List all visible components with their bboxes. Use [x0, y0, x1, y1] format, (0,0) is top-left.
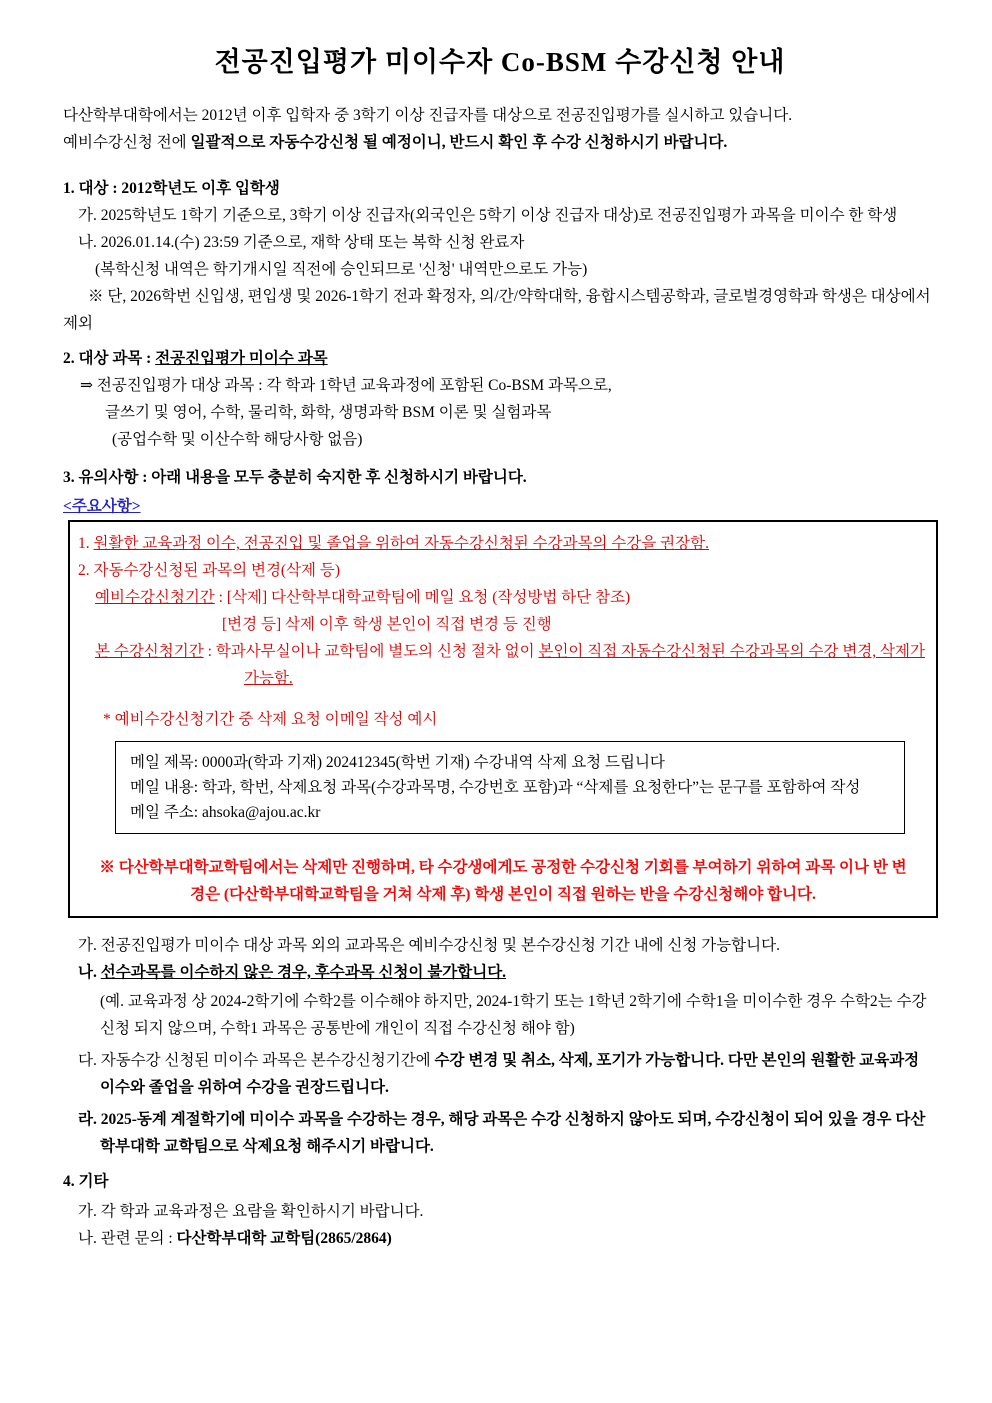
notice-item-1-text: 원활한 교육과정 이수, 전공진입 및 졸업을 위하여 자동수강신청된 수강과목의 수강을 권장함.	[93, 535, 709, 552]
intro-line2-prefix: 예비수강신청 전에	[63, 134, 191, 151]
section4-item-ga: 가. 각 학과 교육과정은 요람을 확인하시기 바랍니다.	[78, 1203, 424, 1220]
section1-item-ga: 가. 2025학년도 1학기 기준으로, 3학기 이상 진급자(외국인은 5학기 이상 진급자 대상)로 전공진입평가 과목을 미이수 한 학생	[78, 207, 898, 224]
intro-line2	[63, 129, 937, 156]
main-registration-period-label: 본 수강신청기간	[95, 643, 204, 660]
email-example-box	[115, 741, 905, 834]
section1-exclusion-note: ※ 단, 2026학번 신입생, 편입생 및 2026-1학기 전과 확정자, 의/간/약학대학, 융합시스템공학과, 글로벌경영학과 학생은 대상에서 제외	[63, 288, 931, 332]
section4-contact-info: 다산학부대학 교학팀(2865/2864)	[176, 1230, 392, 1247]
pre-registration-period-line	[95, 584, 936, 611]
intro-paragraph	[63, 102, 937, 156]
section2-line2: 글쓰기 및 영어, 수학, 물리학, 화학, 생명과학 BSM 이론 및 실험과목	[105, 404, 552, 421]
document-title: 전공진입평가 미이수자 Co-BSM 수강신청 안내	[214, 47, 786, 77]
email-subject-line: 메일 제목: 0000과(학과 기재) 202412345(학번 기재) 수강내역 삭제 요청 드립니다	[130, 754, 665, 771]
email-body-line: 메일 내용: 학과, 학번, 삭제요청 과목(수강과목명, 수강번호 포함)과 “삭제를 요청한다”는 문구를 포함하여 작성	[130, 779, 861, 796]
section4-item-na	[63, 1225, 937, 1252]
main-registration-period-line	[70, 638, 936, 692]
section3-item-na	[63, 959, 937, 986]
intro-line2-emphasis: 일괄적으로 자동수강신청 될 예정이니, 반드시 확인 후 수강 신청하시기 바랍니다.	[190, 134, 728, 151]
section3-item-na-prefix: 나.	[78, 964, 101, 981]
email-example-label: * 예비수강신청기간 중 삭제 요청 이메일 작성 예시	[103, 711, 438, 728]
pre-registration-period-label: 예비수강신청기간	[95, 589, 215, 606]
section4-heading: 4. 기타	[63, 1173, 109, 1190]
section1-heading: 1. 대상 : 2012학년도 이후 입학생	[63, 180, 280, 197]
notice-item-1-number: 1.	[78, 535, 94, 552]
section3-heading: 3. 유의사항 : 아래 내용을 모두 충분히 숙지한 후 신청하시기 바랍니다.	[63, 469, 527, 486]
section3-item-da-prefix: 다. 자동수강 신청된 미이수 과목은 본수강신청기간에	[78, 1052, 435, 1069]
section3-item-da	[63, 1047, 937, 1101]
section2-arrow-line: ⇒ 전공진입평가 대상 과목 : 각 학과 1학년 교육과정에 포함된 Co-BSM 과목으로,	[80, 377, 612, 394]
section2-heading-prefix: 2. 대상 과목 :	[63, 350, 156, 367]
section2-heading-underlined: 전공진입평가 미이수 과목	[155, 350, 328, 367]
section2-heading	[63, 345, 937, 372]
notice-item-2: 2. 자동수강신청된 과목의 변경(삭제 등)	[78, 562, 341, 579]
section3-item-ga: 가. 전공진입평가 미이수 대상 과목 외의 교과목은 예비수강신청 및 본수강신청 기간 내에 신청 가능합니다.	[78, 937, 780, 954]
pre-registration-period-text: : [삭제] 다산학부대학교학팀에 메일 요청 (작성방법 하단 참조)	[214, 589, 631, 606]
section2-line3: (공업수학 및 이산수학 해당사항 없음)	[112, 431, 363, 448]
pre-registration-period-line2: [변경 등] 삭제 이후 학생 본인이 직접 변경 등 진행	[222, 616, 552, 633]
section3-item-da-emphasis: 수강 변경 및 취소, 삭제, 포기가 가능합니다. 다만 본인의 원활한 교육과정 이수와 졸업을 위하여 수강을 권장드립니다.	[100, 1052, 920, 1096]
notice-box-label: <주요사항>	[63, 498, 141, 515]
section3-item-na-note: (예. 교육과정 상 2024-2학기에 수학2를 이수해야 하지만, 2024-1학기 또는 1학년 2학기에 수학1을 미이수한 경우 수학2는 수강신청 되지 않으며, 수학1 과목은 공통반에 개인이 직접 수강신청 해야 함)	[100, 993, 927, 1037]
section1-item-na: 나. 2026.01.14.(수) 23:59 기준으로, 재학 상태 또는 복학 신청 완료자	[78, 234, 525, 251]
section4-item-na-prefix: 나. 관련 문의 :	[78, 1230, 177, 1247]
deletion-policy-warning: ※ 다산학부대학교학팀에서는 삭제만 진행하며, 타 수강생에게도 공정한 수강신청 기회를 부여하기 위하여 과목 이나 반 변경은 (다산학부대학교학팀을 거쳐 삭제 후) 학생 본인이 직접 원하는 반을 수강신청해야 합니다.	[99, 859, 907, 903]
section3-item-na-underlined: 선수과목를 이수하지 않은 경우, 후수과목 신청이 불가합니다.	[100, 964, 507, 981]
section3-item-ra: 라. 2025-동계 계절학기에 미이수 과목을 수강하는 경우, 해당 과목은 수강 신청하지 않아도 되며, 수강신청이 되어 있을 경우 다산학부대학 교학팀으로 삭제요청 해주시기 바랍니다.	[78, 1111, 926, 1155]
email-address-line: 메일 주소: ahsoka@ajou.ac.kr	[130, 804, 321, 821]
notice-box	[68, 520, 938, 918]
notice-item-1	[78, 530, 936, 557]
intro-line1: 다산학부대학에서는 2012년 이후 입학자 중 3학기 이상 진급자를 대상으로 전공진입평가를 실시하고 있습니다.	[63, 107, 793, 124]
section1-item-na-note: (복학신청 내역은 학기개시일 직전에 승인되므로 '신청' 내역만으로도 가능)	[95, 261, 588, 278]
main-registration-period-underlined: 본인이 직접 자동수강신청된 수강과목의 수강 변경, 삭제가 가능함.	[244, 643, 925, 687]
main-registration-period-text: : 학과사무실이나 교학팀에 별도의 신청 절차 없이	[203, 643, 539, 660]
